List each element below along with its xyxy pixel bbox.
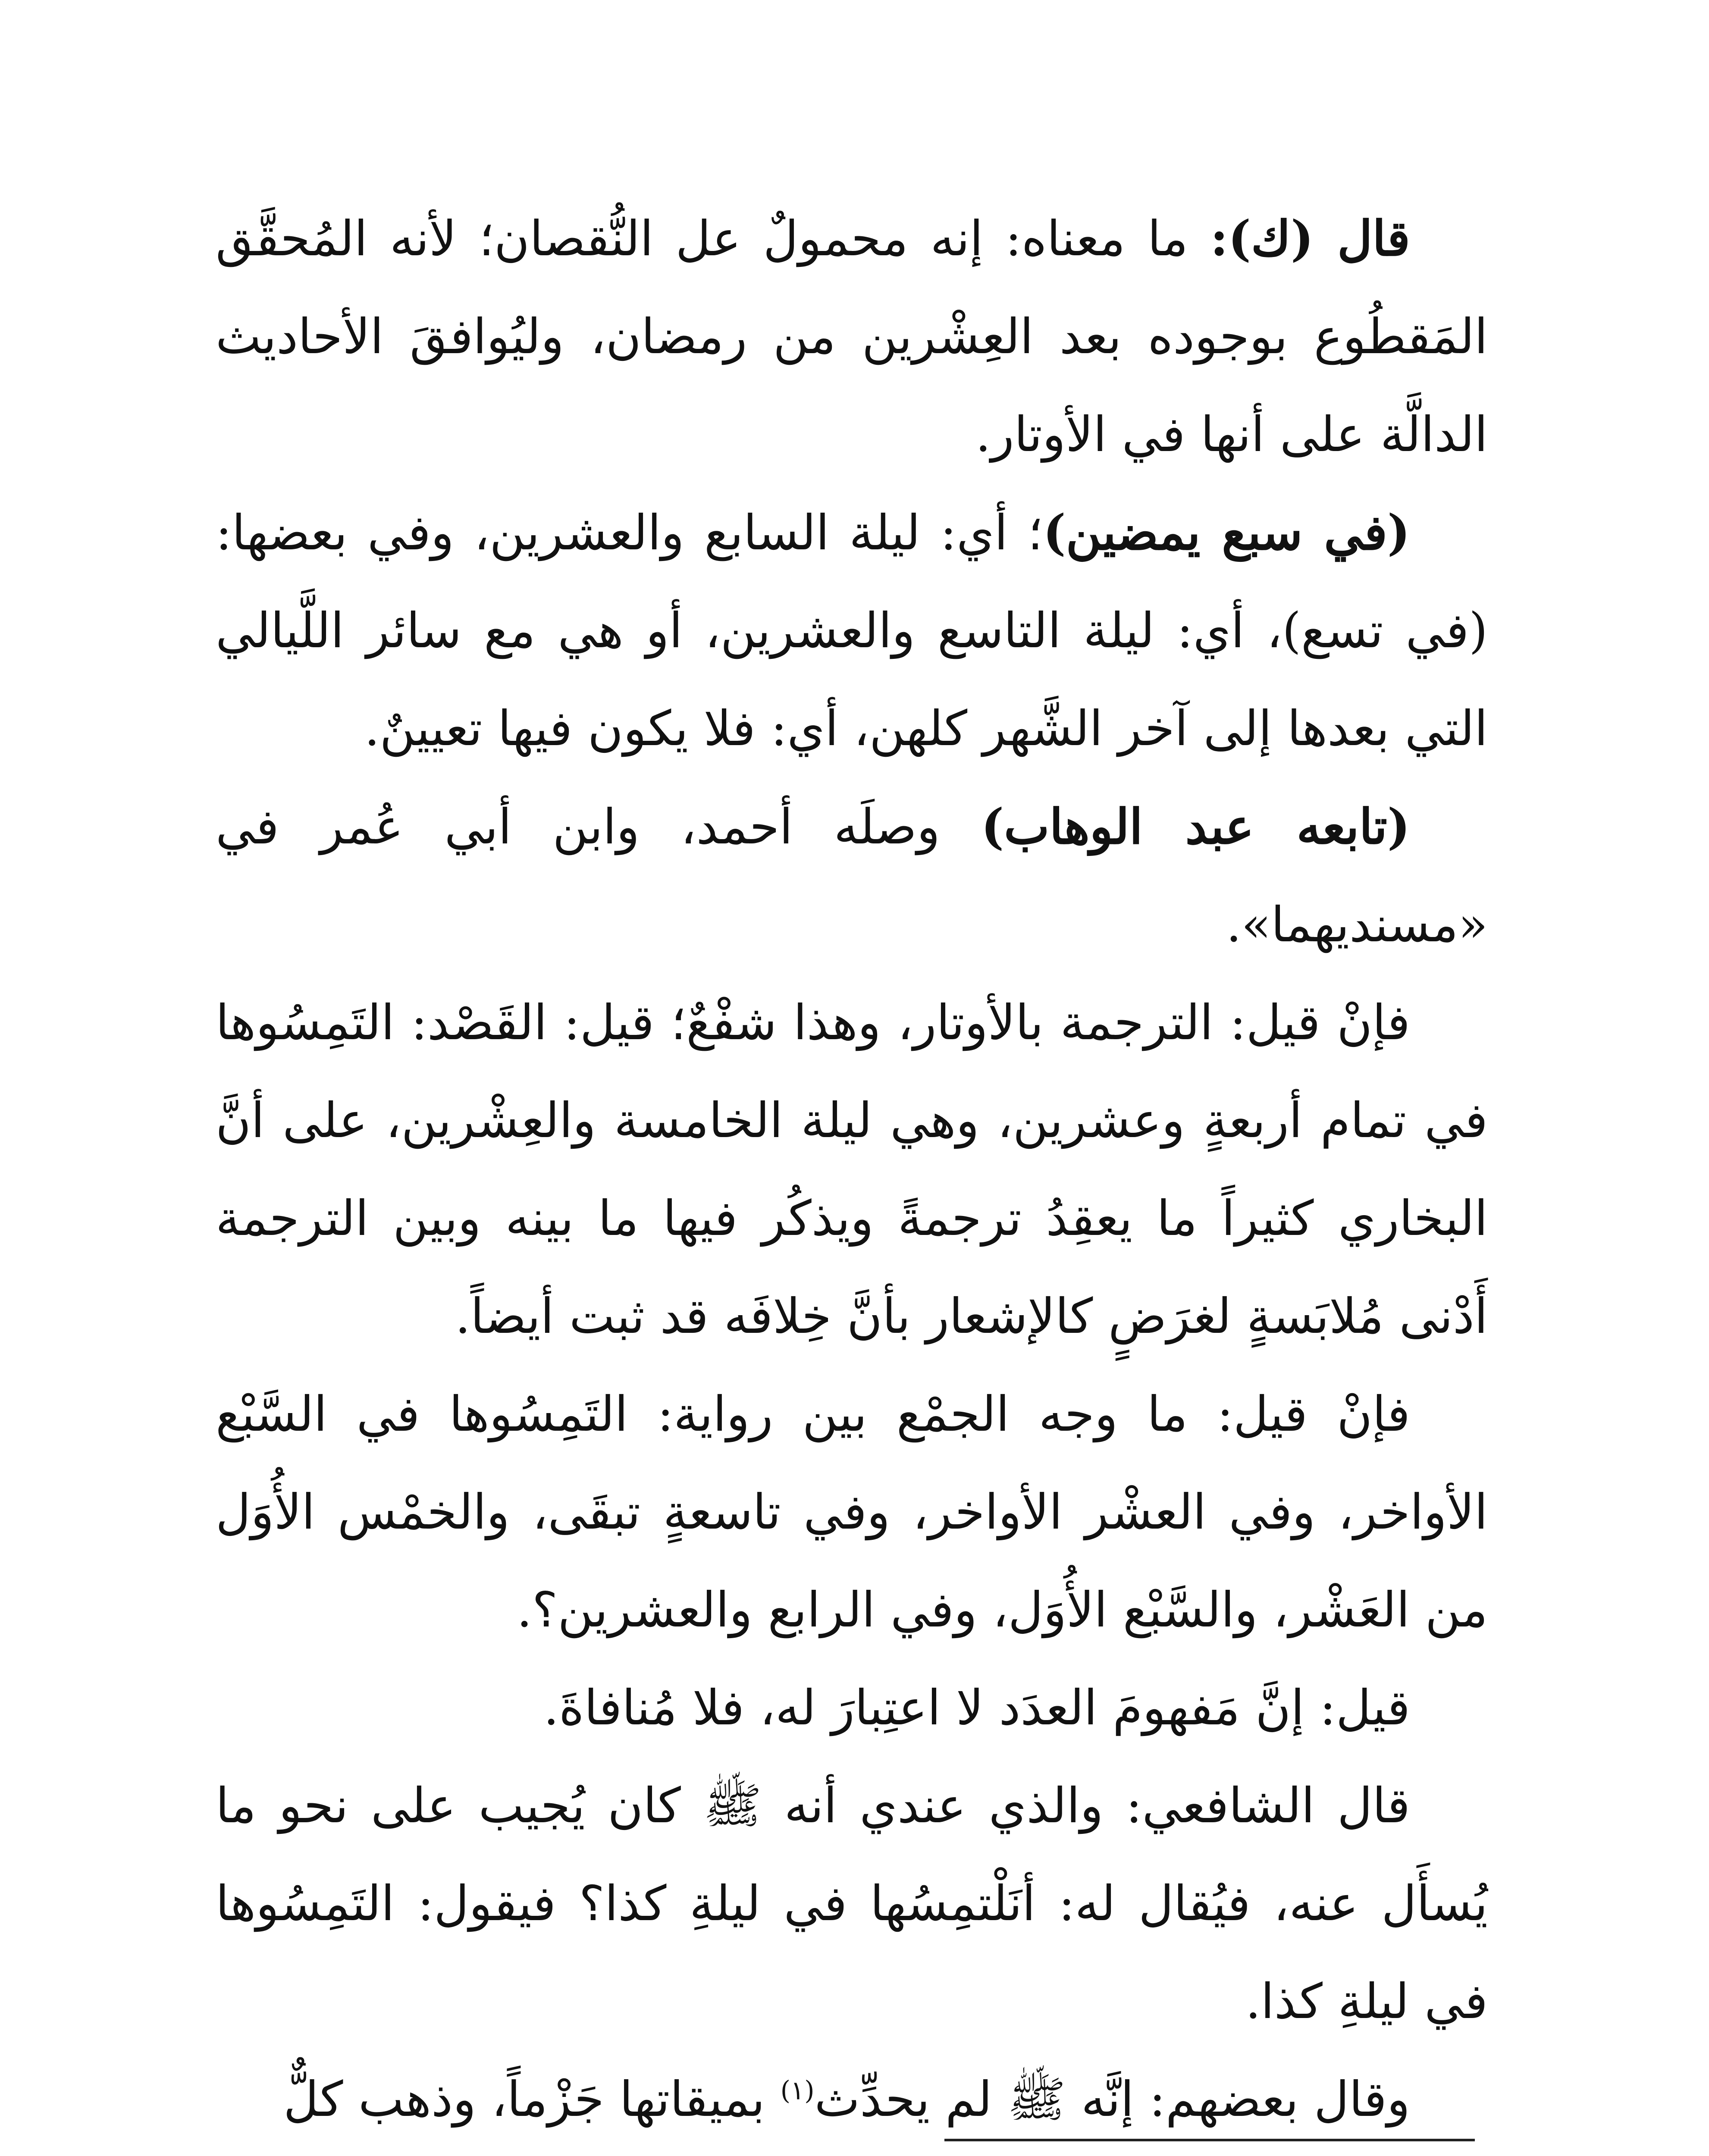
bold-lead: (في سبع يمضين) (1043, 505, 1410, 561)
footnote-marker: (١) (780, 2075, 815, 2106)
paragraph-3 (216, 778, 1488, 974)
main-text (216, 190, 1488, 2149)
paragraph-text: وصلَه أحمد، وابن أبي عُمر في «مسنديهما». (216, 799, 1488, 953)
paragraph-text: ما معناه: إنه محمولٌ عل النُّقصان؛ لأنه المُحقَّق المَقطُوع بوجوده بعد العِشْرين من رمضان، وليُوافقَ الأحاديث الدالَّة على أنها في الأوتار. (216, 211, 1488, 463)
paragraph-2 (216, 484, 1488, 778)
paragraph-1 (216, 190, 1488, 484)
paragraph-text: قال الشافعي: والذي عندي أنه ﷺ كان يُجيب على نحو ما يُسأَل عنه، فيُقال له: أنَلْتمِسُها في ليلةِ كذا؟ فيقول: التَمِسُوها في ليلةِ كذا. (216, 1778, 1488, 2030)
paragraph-text: فإنْ قيل: الترجمة بالأوتار، وهذا شفْعٌ؛ قيل: القَصْد: التَمِسُوها في تمام أربعةٍ وعشرين، وهي ليلة الخامسة والعِشْرين، على أنَّ البخاري كثيراً ما يعقِدُ ترجمةً ويذكُر فيها ما بينه وبين الترجمة أَدْنى مُلابَسةٍ لغرَضٍ كالإشعار بأنَّ خِلافَه قد ثبت أيضاً. (216, 995, 1488, 1344)
footnote-divider (944, 2139, 1475, 2141)
paragraph-text: قيل: إنَّ مَفهومَ العدَد لا اعتِبارَ له، فلا مُنافاةَ. (543, 1680, 1410, 1736)
paragraph-6 (216, 1659, 1488, 1757)
paragraph-7 (216, 1757, 1488, 2051)
paragraph-text: ؛ أي: ليلة السابع والعشرين، وفي بعضها: (في تسع)، أي: ليلة التاسع والعشرين، أو هي مع سائر اللَّيالي التي بعدها إلى آخر الشَّهر كلهن، أي: فلا يكون فيها تعيينٌ. (216, 505, 1488, 757)
bold-lead: (تابعه عبد الوهاب) (981, 799, 1411, 855)
bold-lead: قال (ك): (1210, 210, 1410, 267)
paragraph-text: بميقاتها جَزْماً، وذهب كلٌّ (283, 2071, 781, 2128)
paragraph-text: فإنْ قيل: ما وجه الجمْع بين رواية: التَمِسُوها في السَّبْع الأواخر، وفي العشْر الأواخر، وفي تاسعةٍ تبقَى، والخمْس الأُوَل من العَشْر، والسَّبْع الأُوَل، وفي الرابع والعشرين؟. (216, 1386, 1488, 1638)
paragraph-8 (216, 2051, 1488, 2149)
paragraph-4 (216, 974, 1488, 1366)
paragraph-5 (216, 1366, 1488, 1659)
paragraph-text: وقال بعضهم: إنَّه ﷺ لم يحدِّث (814, 2071, 1410, 2128)
